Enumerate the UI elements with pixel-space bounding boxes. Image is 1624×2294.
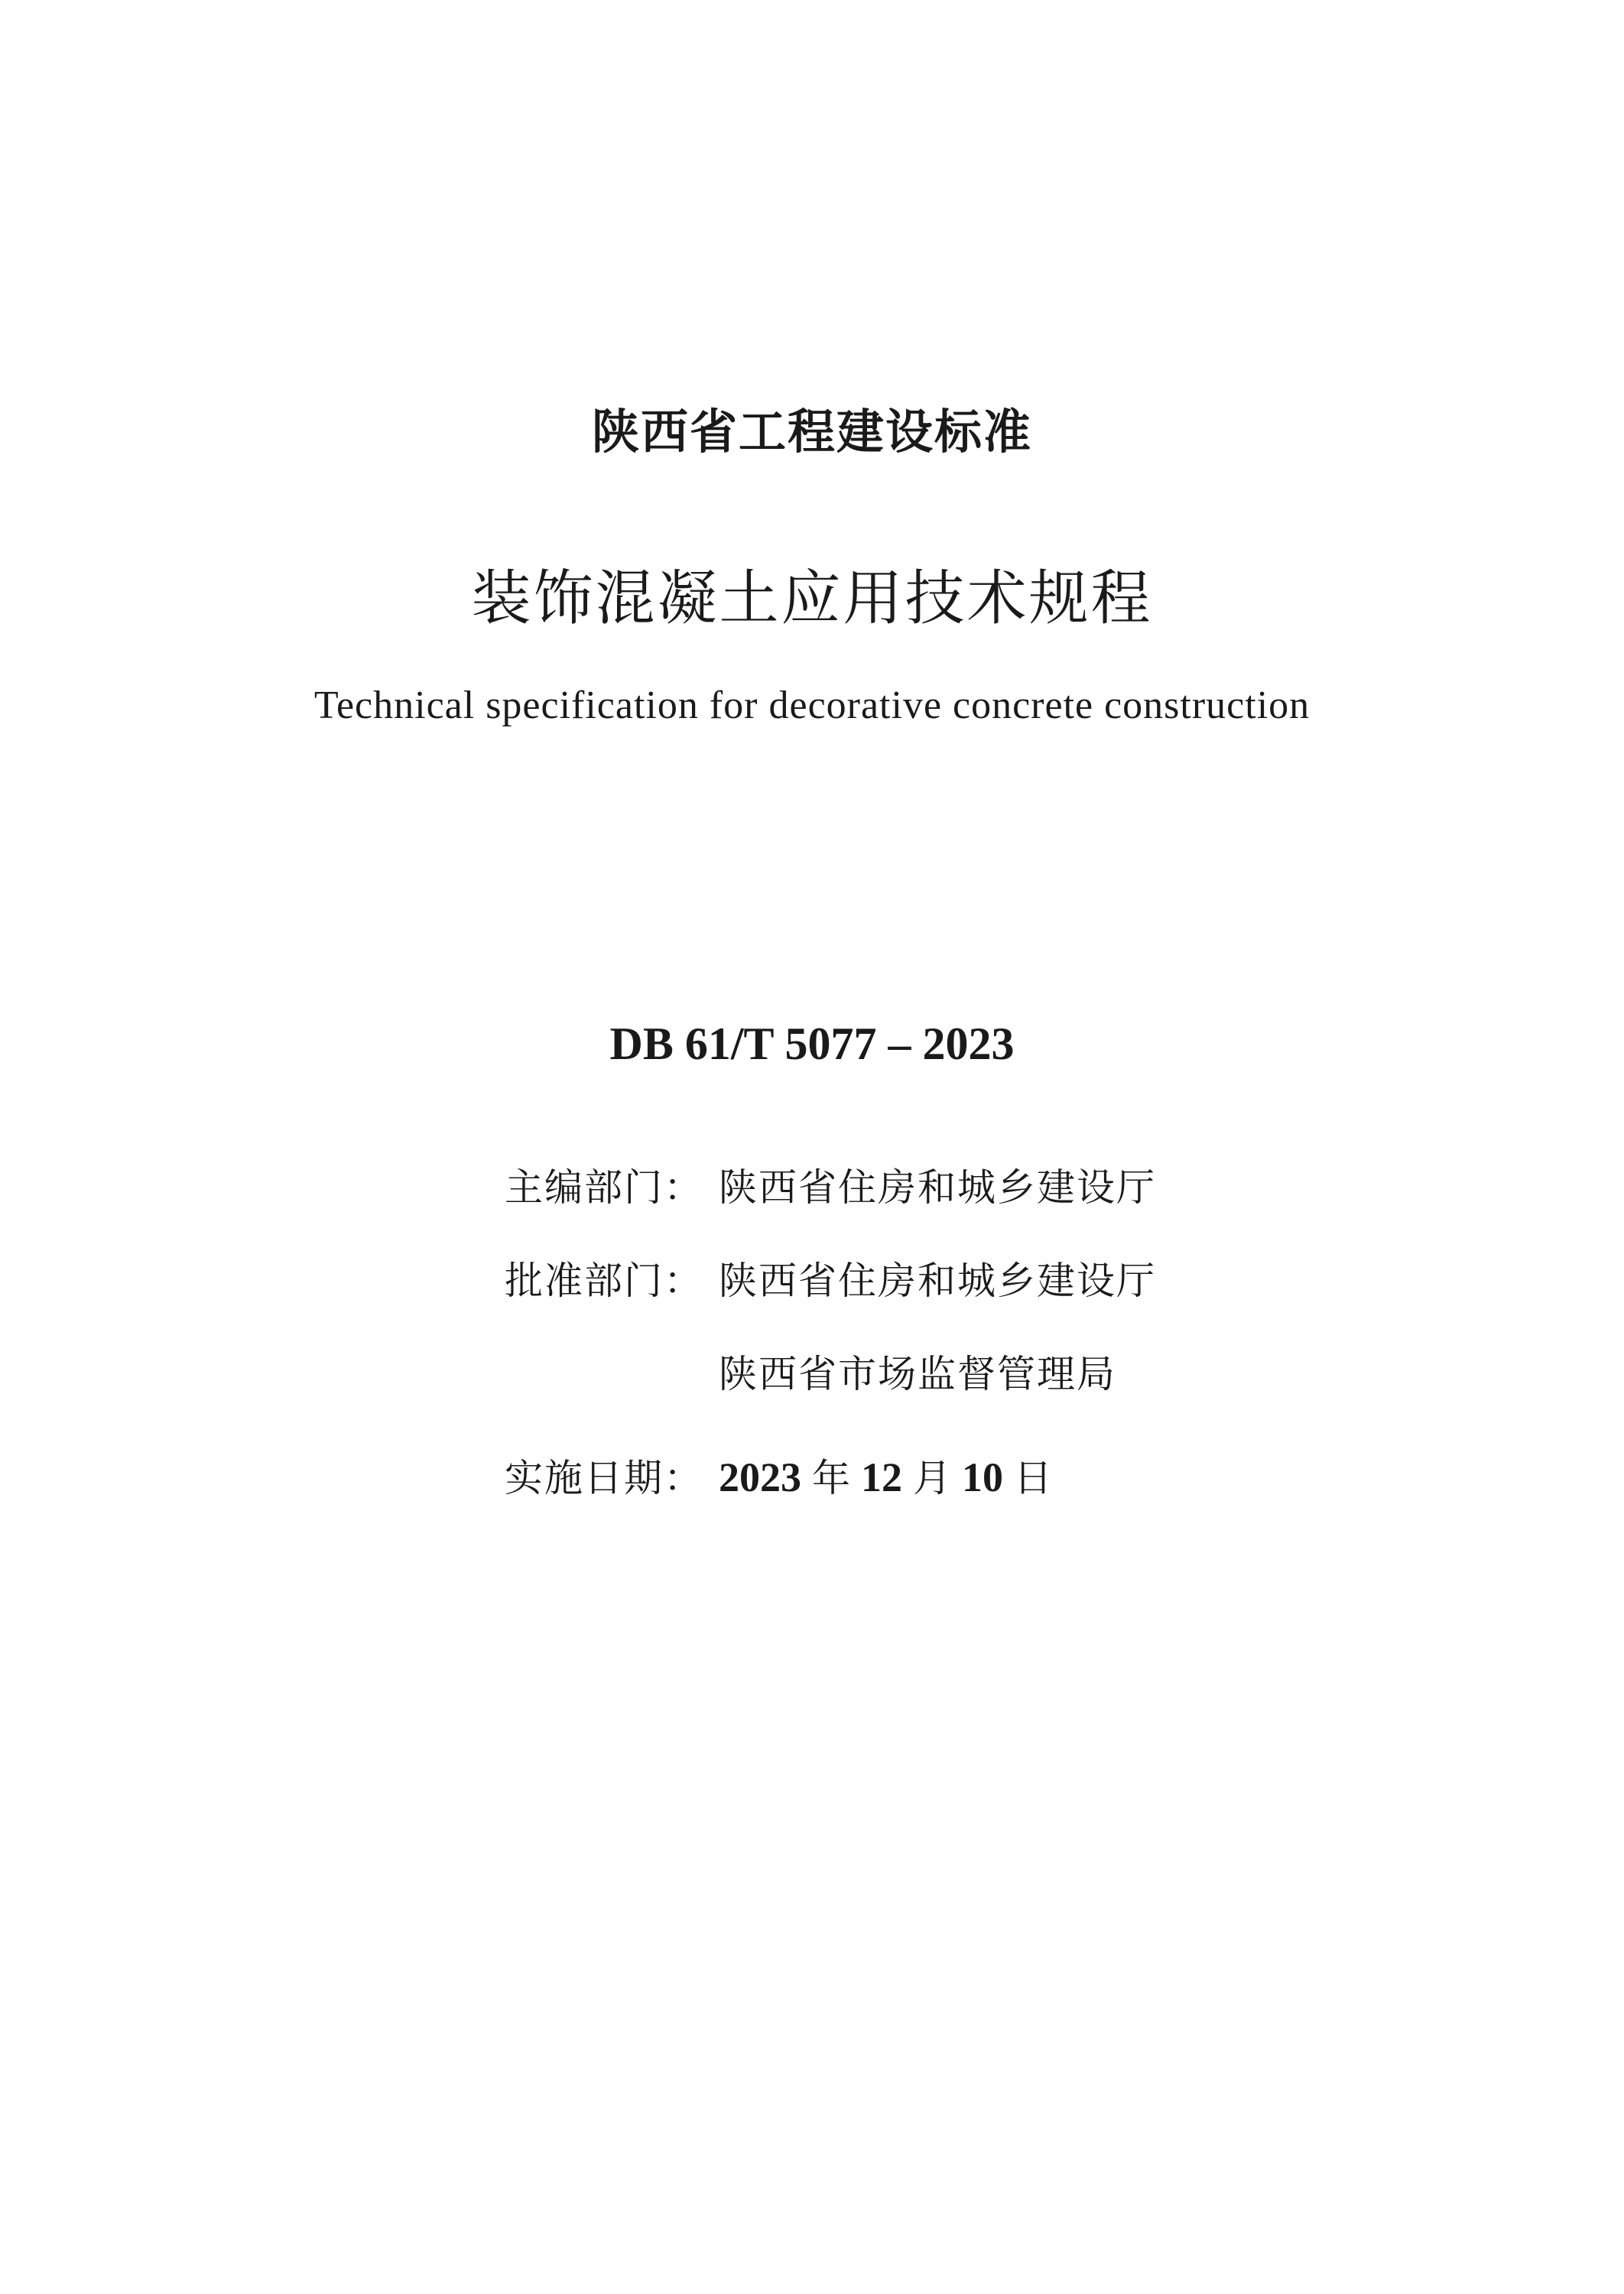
document-title-chinese: 装饰混凝土应用技术规程 [471,564,1153,633]
effective-date-label: 实施日期： [505,1456,703,1500]
effective-date-year: 2023 [719,1454,801,1500]
effective-date-day-unit: 日 [1014,1456,1052,1500]
approval-department-label: 批准部门： [505,1259,703,1303]
approval-department-value-2: 陕西省市场监督管理局 [719,1352,1116,1396]
editor-department-value: 陕西省住房和城乡建设厅 [719,1165,1156,1210]
editor-department-row [505,1157,1156,1218]
effective-date-month: 12 [861,1454,902,1500]
approval-department-row [505,1250,1156,1311]
document-title-english: Technical specification for decorative concrete construction [313,684,1311,727]
approval-department-row-2 [719,1344,1116,1405]
approval-department-value-1: 陕西省住房和城乡建设厅 [719,1259,1156,1303]
editor-department-label: 主编部门： [505,1165,703,1210]
effective-date-year-unit: 年 [812,1456,850,1500]
effective-date-day: 10 [962,1454,1003,1500]
standard-code: DB 61/T 5077 – 2023 [609,1019,1015,1069]
standard-series-heading: 陕西省工程建设标准 [591,404,1032,460]
effective-date-row [505,1447,1063,1508]
effective-date-month-unit: 月 [913,1456,951,1500]
